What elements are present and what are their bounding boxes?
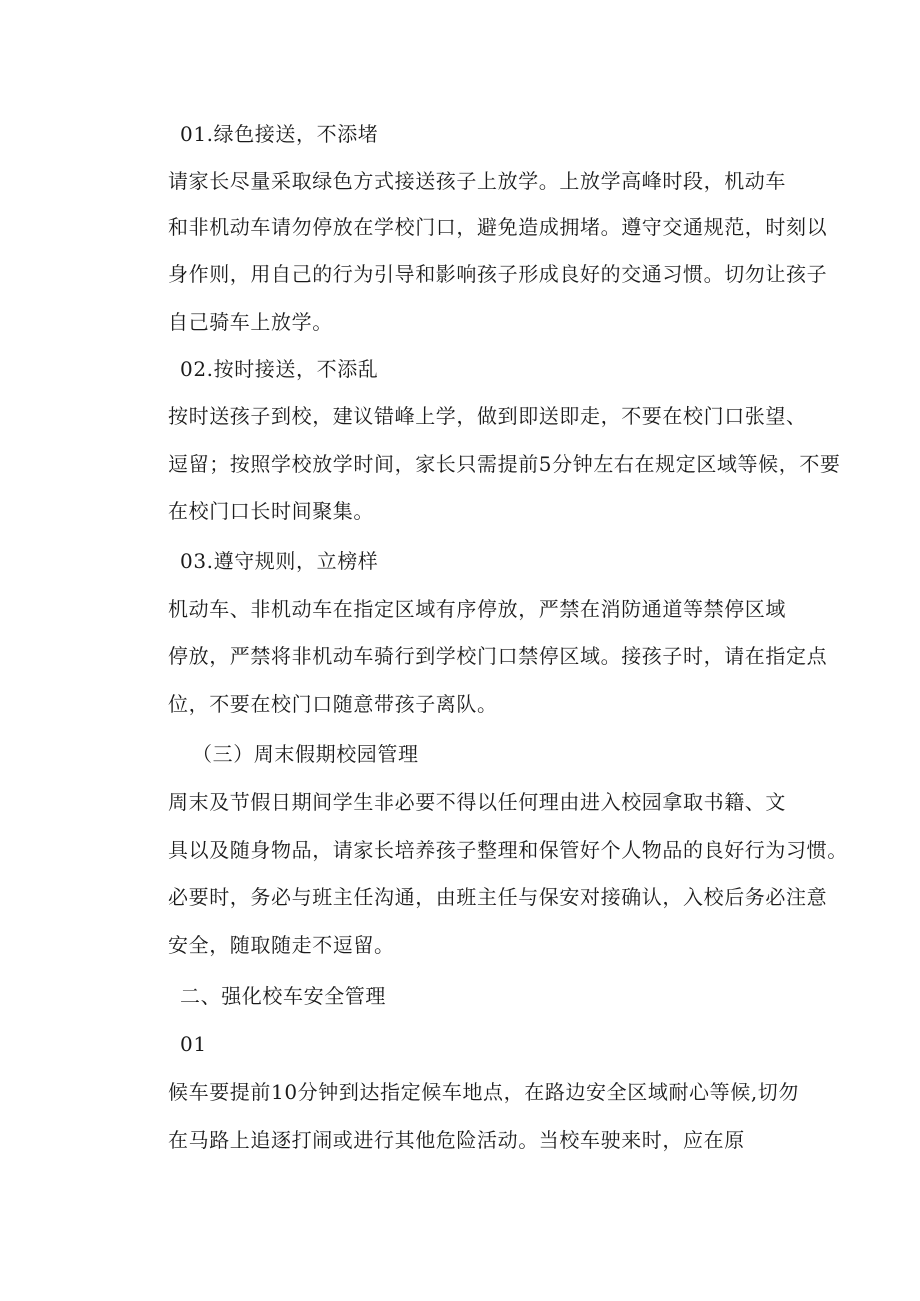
section-heading-02: 02.按时接送，不添乱 <box>180 357 379 381</box>
paragraph-line: 逗留；按照学校放学时间，家长只需提前5分钟左右在规定区域等候，不要 <box>168 452 841 476</box>
paragraph-line: 停放，严禁将非机动车骑行到学校门口禁停区域。接孩子时，请在指定点 <box>168 644 828 668</box>
item-number: 01 <box>180 1032 207 1056</box>
paragraph-line: 按时送孩子到校，建议错峰上学，做到即送即走，不要在校门口张望、 <box>168 404 807 428</box>
paragraph-line: 位，不要在校门口随意带孩子离队。 <box>168 692 498 716</box>
paragraph-line: 具以及随身物品，请家长培养孩子整理和保管好个人物品的良好行为习惯。 <box>168 838 848 862</box>
paragraph-line: 周末及节假日期间学生非必要不得以任何理由进入校园拿取书籍、文 <box>168 790 786 814</box>
paragraph-line: 候车要提前10分钟到达指定候车地点，在路边安全区域耐心等候,切勿 <box>168 1080 800 1104</box>
paragraph-line: 在校门口长时间聚集。 <box>168 499 374 523</box>
subsection-heading: （三）周末假期校园管理 <box>192 742 419 766</box>
paragraph-line: 和非机动车请勿停放在学校门口，避免造成拥堵。遵守交通规范，时刻以 <box>168 215 828 239</box>
part-heading: 二、强化校车安全管理 <box>180 984 386 1008</box>
paragraph-line: 自己骑车上放学。 <box>168 310 333 334</box>
paragraph-line: 安全，随取随走不逗留。 <box>168 933 395 957</box>
paragraph-line: 必要时，务必与班主任沟通，由班主任与保安对接确认，入校后务必注意 <box>168 885 828 909</box>
section-heading-03: 03.遵守规则，立榜样 <box>180 549 379 573</box>
paragraph-line: 身作则，用自己的行为引导和影响孩子形成良好的交通习惯。切勿让孩子 <box>168 262 828 286</box>
paragraph-line: 请家长尽量采取绿色方式接送孩子上放学。上放学高峰时段，机动车 <box>168 169 786 193</box>
paragraph-line: 机动车、非机动车在指定区域有序停放，严禁在消防通道等禁停区域 <box>168 597 786 621</box>
section-heading-01: 01.绿色接送，不添堵 <box>180 122 379 146</box>
paragraph-line: 在马路上追逐打闹或进行其他危险活动。当校车驶来时，应在原 <box>168 1128 745 1152</box>
